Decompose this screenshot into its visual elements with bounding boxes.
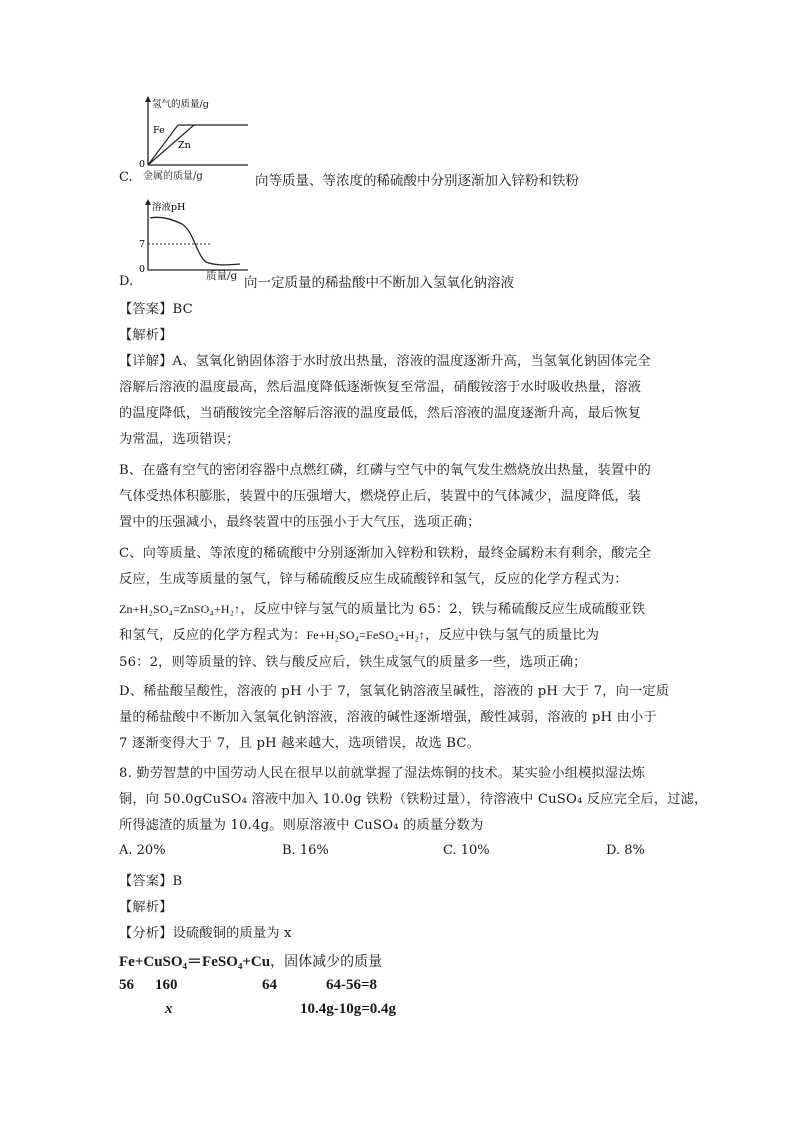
option-d-caption: 向一定质量的稀盐酸中不断加入氢氧化钠溶液 (244, 275, 514, 291)
detail-line-2: 溶解后溶液的温度最高，然后温度降低逐渐恢复至常温，硝酸铵溶于水时吸收热量，溶液 (119, 380, 642, 395)
detail-line-6: 气体受热体积膨胀，装置中的压强增大，燃烧停止后，装置中的气体减少，温度降低，装 (119, 489, 642, 504)
fe-equation: Fe+H₂SO₄=FeSO₄+H₂↑ (306, 628, 426, 642)
graph-d-origin: 0 (139, 264, 146, 275)
row1-fe-mass: 56 (119, 977, 134, 993)
c-line2-a: 和氢气，反应的化学方程式为： (119, 628, 307, 643)
q8-option-a: A. 20% (119, 843, 166, 858)
q8-line-3: 所得滤渣的质量为 10.4g。则原溶液中 CuSO₄ 的质量分数为 (119, 818, 484, 833)
option-c-caption: 向等质量、等浓度的稀硫酸中分别逐渐加入锌粉和铁粉 (255, 173, 579, 189)
d-line-2: 量的稀盐酸中不断加入氢氧化钠溶液，溶液的碱性逐渐增强，酸性减弱，溶液的 pH 由小于 (119, 710, 657, 725)
answer-8: 【答案】B (119, 874, 183, 889)
d-line-1: D、稀盐酸呈酸性，溶液的 pH 小于 7，氢氧化钠溶液呈碱性，溶液的 pH 大于 7，向一定质 (119, 684, 670, 699)
row1-diff: 64-56=8 (326, 977, 378, 993)
graph-c-ylabel: 氢气的质量/g (152, 99, 209, 110)
answer-7: 【答案】BC (119, 302, 193, 317)
graph-d-y-arrow (145, 199, 151, 205)
equation-formula: Fe+CuSO₄＝FeSO₄+Cu (119, 954, 271, 970)
detail-line-4: 为常温，选项错误； (119, 432, 240, 447)
c-line1-rest: ，反应中锌与氢气的质量比为 65：2，铁与稀硫酸反应生成硫酸亚铁 (240, 602, 646, 617)
graph-d-xlabel: 质量/g (206, 270, 238, 282)
equation-tail: ，固体减少的质量 (270, 954, 383, 970)
graph-c-xlabel: 金属的质量/g (143, 171, 203, 182)
row1-cu-mass: 64 (262, 977, 277, 993)
q8-option-b: B. 16% (282, 843, 329, 858)
q8-option-d: D. 8% (606, 843, 645, 858)
graph-d-ylabel: 溶液pH (152, 202, 186, 213)
c-line-3: 56：2，则等质量的锌、铁与酸反应后，铁生成氢气的质量多一些，选项正确； (119, 655, 587, 670)
stoich-equation (119, 950, 382, 971)
analysis-7: 【解析】 (119, 328, 173, 343)
detail-line-9: 反应，生成等质量的氢气，锌与稀硫酸反应生成硫酸锌和氢气，反应的化学方程式为： (119, 572, 628, 587)
d-line-3: 7 逐渐变得大于 7，且 pH 越来越大，选项错误，故选 BC。 (119, 736, 481, 751)
option-d-letter: D. (119, 274, 134, 289)
row2-x: x (165, 1001, 173, 1017)
ph-graph (136, 198, 256, 278)
fe-label: Fe (153, 125, 165, 136)
detail-line-1: 【详解】A、氢氧化钠固体溶于水时放出热量，溶液的温度逐渐升高，当氢氧化钠固体完全 (119, 354, 651, 369)
detail-line-7: 置中的压强减小，最终装置中的压强小于大气压，选项正确； (119, 515, 481, 530)
zn-equation: Zn+H₂SO₄=ZnSO₄+H₂↑ (119, 602, 241, 616)
row2-diff: 10.4g-10g=0.4g (300, 1001, 397, 1017)
detail-line-5: B、在盛有空气的密闭容器中点燃红磷，红磷与空气中的氧气发生燃烧放出热量，装置中的 (119, 463, 651, 478)
detail-line-8: C、向等质量、等浓度的稀硫酸中分别逐渐加入锌粉和铁粉，最终金属粉末有剩余，酸完全 (119, 546, 652, 561)
q8-line-1: 8. 勤劳智慧的中国劳动人民在很早以前就掌握了湿法炼铜的技术。某实验小组模拟湿法炼 (119, 766, 646, 781)
q8-option-c: C. 10% (443, 843, 490, 858)
ph-curve (150, 217, 240, 265)
option-c-letter: C. (119, 170, 133, 185)
detail-line-3: 的温度降低，当硝酸铵完全溶解后溶液的温度最低，然后溶液的温度逐渐升高，最后恢复 (119, 406, 642, 421)
zn-label: Zn (178, 140, 191, 151)
hydrogen-mass-graph (136, 95, 256, 175)
fenxi-line: 【分析】设硫酸铜的质量为 x (119, 926, 292, 941)
c-equation-line-2 (119, 624, 599, 643)
c-line2-b: ，反应中铁与氢气的质量比为 (425, 628, 600, 643)
analysis-8: 【解析】 (119, 900, 173, 915)
q8-line-2: 铜，向 50.0gCuSO₄ 溶液中加入 10.0g 铁粉（铁粉过量），待溶液中 CuSO₄ 反应完全后，过滤， (119, 792, 708, 807)
graph-d-seven: 7 (139, 239, 146, 250)
graph-c-origin: 0 (139, 159, 146, 170)
row1-cuso4-mass: 160 (155, 977, 178, 993)
c-equation-line-1 (119, 598, 645, 617)
graph-c-y-arrow (145, 96, 151, 102)
